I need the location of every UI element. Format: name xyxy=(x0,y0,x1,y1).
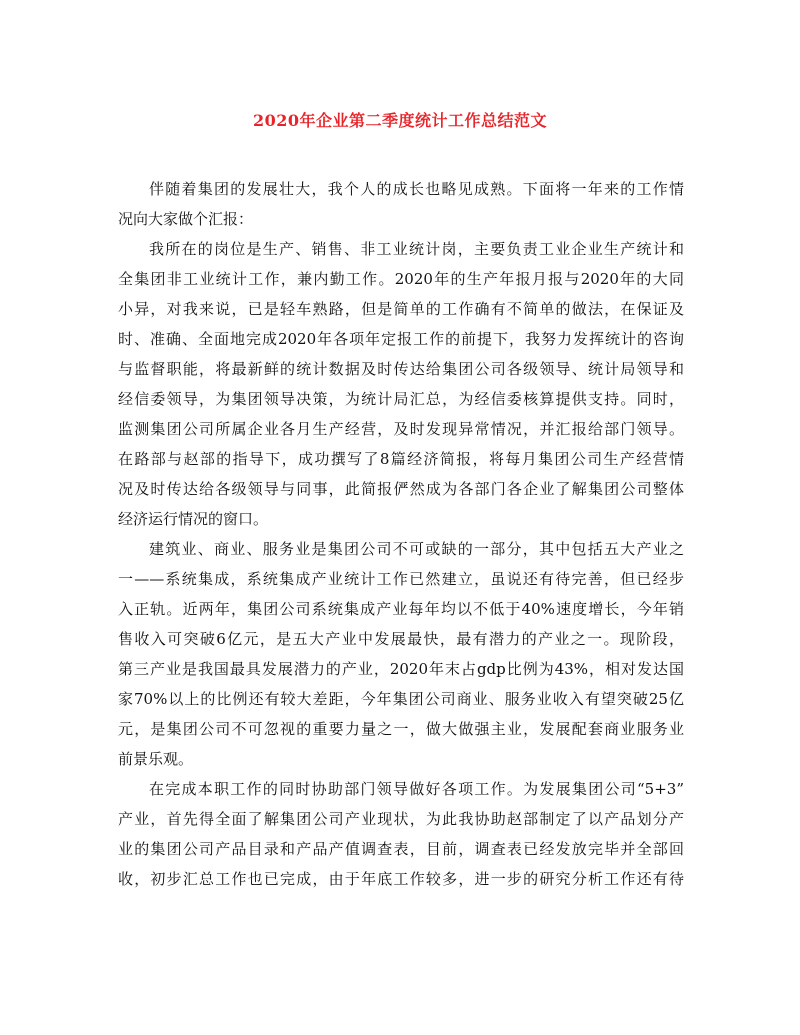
paragraph-line: 全集团非工业统计工作，兼内勤工作。2020年的生产年报月报与2020年的大同 xyxy=(118,270,684,288)
paragraph-3 xyxy=(118,534,684,774)
paragraph-2 xyxy=(118,234,684,534)
paragraph-line: 收，初步汇总工作也已完成，由于年底工作较多，进一步的研究分析工作还有待 xyxy=(118,870,684,888)
paragraph-line: 况向大家做个汇报： xyxy=(118,210,254,228)
document-title: 2020年企业第二季度统计工作总结范文 xyxy=(252,111,548,130)
paragraph-line: 业的集团公司产品目录和产品产值调查表，目前，调查表已经发放完毕并全部回 xyxy=(118,840,684,858)
paragraph-line: 前景乐观。 xyxy=(118,750,194,768)
paragraph-line: 家70%以上的比例还有较大差距，今年集团公司商业、服务业收入有望突破25亿 xyxy=(118,690,684,708)
paragraph-line: 入正轨。近两年，集团公司系统集成产业每年均以不低于40%速度增长，今年销 xyxy=(118,600,684,618)
paragraph-line: 在完成本职工作的同时协助部门领导做好各项工作。为发展集团公司“5+3” xyxy=(149,780,684,798)
paragraph-line: 况及时传达给各级领导与同事，此简报俨然成为各部门各企业了解集团公司整体 xyxy=(118,480,684,498)
paragraph-line: 在路部与赵部的指导下，成功撰写了8篇经济简报，将每月集团公司生产经营情 xyxy=(118,450,684,468)
paragraph-line: 时、准确、全面地完成2020年各项年定报工作的前提下，我努力发挥统计的咨询 xyxy=(118,330,684,348)
document-body xyxy=(118,174,684,894)
paragraph-line: 我所在的岗位是生产、销售、非工业统计岗，主要负责工业企业生产统计和 xyxy=(149,240,684,258)
paragraph-line: 售收入可突破6亿元，是五大产业中发展最快，最有潜力的产业之一。现阶段， xyxy=(118,630,684,648)
paragraph-line: 第三产业是我国最具发展潜力的产业，2020年末占gdp比例为43%，相对发达国 xyxy=(118,660,684,678)
paragraph-line: 监测集团公司所属企业各月生产经营，及时发现异常情况，并汇报给部门领导。 xyxy=(118,420,684,438)
paragraph-line: 一——系统集成，系统集成产业统计工作已然建立，虽说还有待完善，但已经步 xyxy=(118,570,684,588)
paragraph-1 xyxy=(118,174,684,234)
paragraph-line: 伴随着集团的发展壮大，我个人的成长也略见成熟。下面将一年来的工作情 xyxy=(149,180,684,198)
paragraph-line: 产业，首先得全面了解集团公司产业现状，为此我协助赵部制定了以产品划分产 xyxy=(118,810,684,828)
paragraph-4 xyxy=(118,774,684,894)
paragraph-line: 小异，对我来说，已是轻车熟路，但是简单的工作确有不简单的做法，在保证及 xyxy=(118,300,684,318)
paragraph-line: 建筑业、商业、服务业是集团公司不可或缺的一部分，其中包括五大产业之 xyxy=(149,540,684,558)
paragraph-line: 与监督职能，将最新鲜的统计数据及时传达给集团公司各级领导、统计局领导和 xyxy=(118,360,684,378)
paragraph-line: 经信委领导，为集团领导决策，为统计局汇总，为经信委核算提供支持。同时， xyxy=(118,390,684,408)
paragraph-line: 元，是集团公司不可忽视的重要力量之一，做大做强主业，发展配套商业服务业 xyxy=(118,720,684,738)
paragraph-line: 经济运行情况的窗口。 xyxy=(118,510,269,528)
